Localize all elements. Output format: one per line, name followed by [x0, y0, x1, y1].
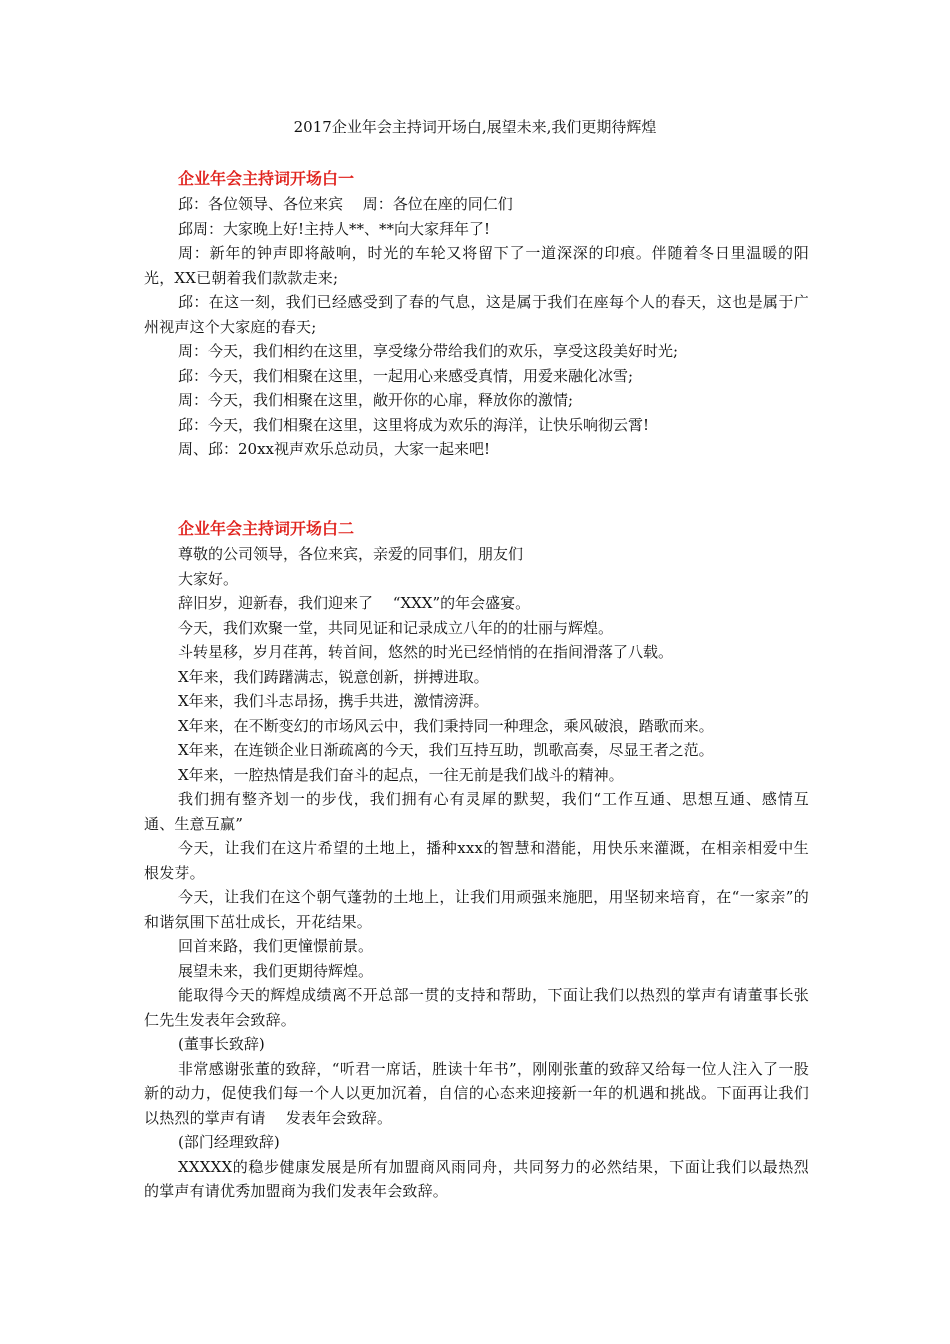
- paragraph: 非常感谢张董的致辞，“听君一席话，胜读十年书”，刚刚张董的致辞又给每一位人注入了一股新的动力，促使我们每一个人以更加沉着，自信的心态来迎接新一年的机遇和挑战。下面再让我们以热烈的掌声有请 发表年会致辞。: [144, 1059, 809, 1127]
- paragraph: 大家好。: [178, 569, 239, 588]
- document-title: 2017企业年会主持词开场白,展望未来,我们更期待辉煌: [293, 118, 657, 136]
- paragraph: 回首来路，我们更憧憬前景。: [178, 937, 374, 955]
- paragraph: 辞旧岁，迎新春，我们迎来了 “XXX”的年会盛宴。: [178, 594, 531, 612]
- section-one-heading: 企业年会主持词开场白一: [178, 169, 355, 188]
- section-one: [144, 166, 809, 462]
- paragraph: X年来，我们斗志昂扬，携手共进，激情滂湃。: [178, 692, 489, 710]
- paragraph: 今天，让我们在这个朝气蓬勃的土地上，让我们用顽强来施肥，用坚韧来培育，在“一家亲”的和谐氛围下茁壮成长，开花结果。: [144, 888, 809, 931]
- paragraph: 邱周：大家晚上好!主持人**、**向大家拜年了!: [178, 219, 491, 238]
- paragraph: 展望未来，我们更期待辉煌。: [178, 961, 374, 980]
- paragraph: 邱：今天，我们相聚在这里，这里将成为欢乐的海洋，让快乐响彻云霄!: [178, 415, 650, 434]
- paragraph: 能取得今天的辉煌成绩离不开总部一贯的支持和帮助，下面让我们以热烈的掌声有请董事长张仁先生发表年会致辞。: [144, 986, 809, 1029]
- paragraph: X年来，我们踌躇满志，锐意创新，拼搏进取。: [178, 667, 489, 686]
- paragraph: 邱：今天，我们相聚在这里，一起用心来感受真情，用爱来融化冰雪;: [178, 366, 634, 385]
- paragraph: 今天，让我们在这片希望的土地上，播种xxx的智慧和潜能，用快乐来灌溉，在相亲相爱中生根发芽。: [144, 839, 809, 882]
- paragraph: (部门经理致辞): [178, 1133, 280, 1151]
- paragraph: 我们拥有整齐划一的步伐，我们拥有心有灵犀的默契，我们“工作互通、思想互通、感情互通、生意互赢”: [144, 790, 809, 833]
- paragraph: 周：今天，我们相聚在这里，敞开你的心扉，释放你的激情;: [178, 391, 574, 409]
- paragraph: 邱：各位领导、各位来宾 周：各位在座的同仁们: [178, 195, 513, 213]
- section-two: [144, 516, 809, 1204]
- paragraph: X年来，在连锁企业日渐疏离的今天，我们互持互助，凯歌高奏，尽显王者之范。: [178, 741, 714, 759]
- section-two-heading: 企业年会主持词开场白二: [178, 519, 355, 538]
- paragraph: XXXXX的稳步健康发展是所有加盟商风雨同舟，共同努力的必然结果，下面让我们以最热烈的掌声有请优秀加盟商为我们发表年会致辞。: [144, 1157, 809, 1200]
- paragraph: 斗转星移，岁月荏苒，转首间，悠然的时光已经悄悄的在指间滑落了八载。: [178, 643, 674, 661]
- paragraph: (董事长致辞): [178, 1035, 265, 1053]
- paragraph: X年来，一腔热情是我们奋斗的起点，一往无前是我们战斗的精神。: [178, 765, 624, 784]
- paragraph: X年来，在不断变幻的市场风云中，我们秉持同一种理念，乘风破浪，踏歌而来。: [178, 716, 714, 735]
- paragraph: 今天，我们欢聚一堂，共同见证和记录成立八年的的壮丽与辉煌。: [178, 618, 614, 637]
- paragraph: 尊敬的公司领导，各位来宾，亲爱的同事们，朋友们: [178, 545, 524, 563]
- paragraph: 周：今天，我们相约在这里，享受缘分带给我们的欢乐，享受这段美好时光;: [178, 342, 679, 360]
- paragraph: 周、邱：20xx视声欢乐总动员，大家一起来吧!: [178, 440, 491, 458]
- paragraph: 周：新年的钟声即将敲响，时光的车轮又将留下了一道深深的印痕。伴随着冬日里温暖的阳光，XX已朝着我们款款走来;: [144, 244, 809, 287]
- paragraph: 邱：在这一刻，我们已经感受到了春的气息，这是属于我们在座每个人的春天，这也是属于广州视声这个大家庭的春天;: [144, 293, 809, 336]
